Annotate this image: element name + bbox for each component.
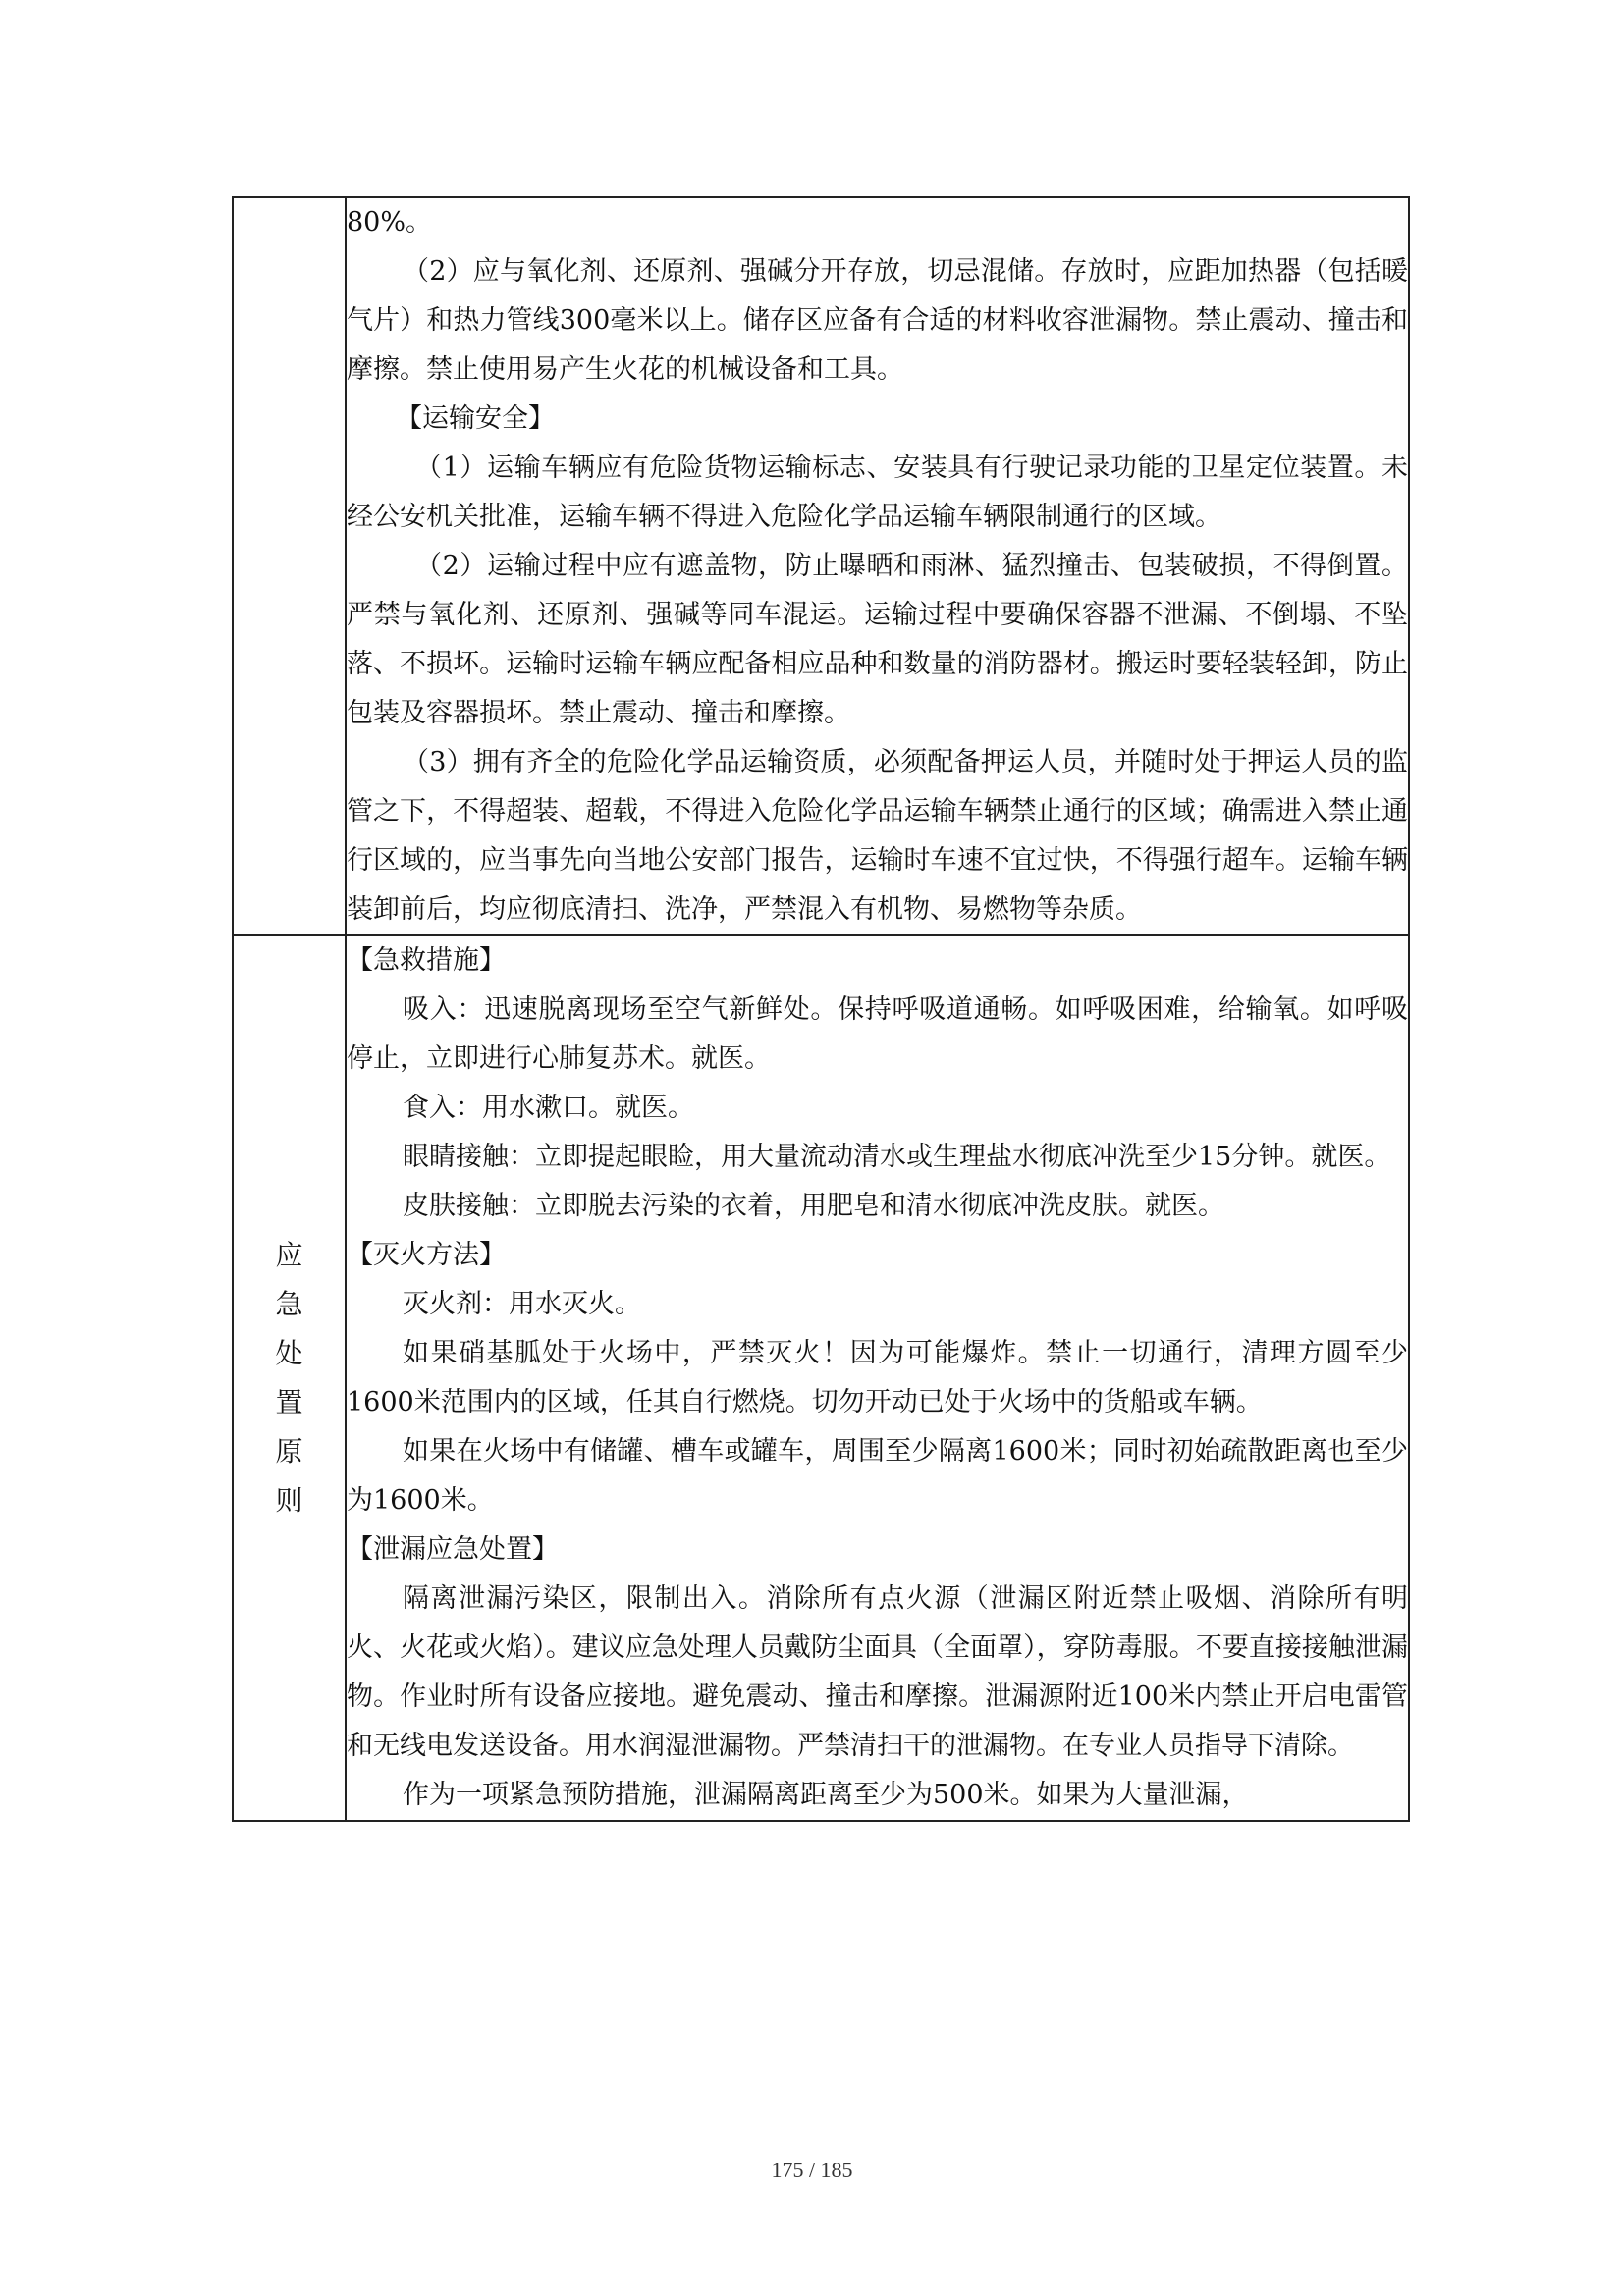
row-label-cell [233,935,346,1821]
section-heading: 【灭火方法】 [347,1240,506,1270]
section-heading: 【泄漏应急处置】 [347,1534,559,1565]
page-number: 175 / 185 [771,2158,853,2182]
paragraph: 食入：用水漱口。就医。 [403,1093,694,1123]
paragraph: 作为一项紧急预防措施，泄漏隔离距离至少为500米。如果为大量泄漏， [403,1780,1249,1810]
paragraph: 如果硝基胍处于火场中，严禁灭火！因为可能爆炸。禁止一切通行，清理方圆至少1600米范围内的区域，任其自行燃烧。切勿开动已处于火场中的货船或车辆。 [347,1338,1408,1417]
paragraph: （3）拥有齐全的危险化学品运输资质，必须配备押运人员，并随时处于押运人员的监管之下，不得超装、超载，不得进入危险化学品运输车辆禁止通行的区域；确需进入禁止通行区域的，应当事先向当地公安部门报告，运输时车速不宜过快，不得强行超车。运输车辆装卸前后，均应彻底清扫、洗净，严禁混入有机物、易燃物等杂质。 [347,747,1408,925]
paragraph: 皮肤接触：立即脱去污染的衣着，用肥皂和清水彻底冲洗皮肤。就医。 [403,1191,1224,1221]
paragraph: 80%。 [347,207,433,238]
row-content-cell [346,935,1409,1821]
paragraph: （2）应与氧化剂、还原剂、强碱分开存放，切忌混储。存放时，应距加热器（包括暖气片）和热力管线300毫米以上。储存区应备有合适的材料收容泄漏物。禁止震动、撞击和摩擦。禁止使用易产生火花的机械设备和工具。 [347,256,1408,385]
row-content-cell [346,197,1409,935]
paragraph: 隔离泄漏污染区，限制出入。消除所有点火源（泄漏区附近禁止吸烟、消除所有明火、火花或火焰）。建议应急处理人员戴防尘面具（全面罩），穿防毒服。不要直接接触泄漏物。作业时所有设备应接地。避免震动、撞击和摩擦。泄漏源附近100米内禁止开启电雷管和无线电发送设备。用水润湿泄漏物。严禁清扫干的泄漏物。在专业人员指导下清除。 [347,1583,1408,1761]
paragraph: 灭火剂：用水灭火。 [403,1289,641,1319]
msds-table [232,196,1410,1822]
table-row-storage-transport [233,197,1409,935]
paragraph: 吸入：迅速脱离现场至空气新鲜处。保持呼吸道通畅。如呼吸困难，给输氧。如呼吸停止，立即进行心肺复苏术。就医。 [347,994,1408,1074]
paragraph: 如果在火场中有储罐、槽车或罐车，周围至少隔离1600米；同时初始疏散距离也至少为1600米。 [347,1436,1408,1516]
paragraph: （2）运输过程中应有遮盖物，防止曝晒和雨淋、猛烈撞击、包装破损，不得倒置。严禁与氧化剂、还原剂、强碱等同车混运。运输过程中要确保容器不泄漏、不倒塌、不坠落、不损坏。运输时运输车辆应配备相应品种和数量的消防器材。搬运时要轻装轻卸，防止包装及容器损坏。禁止震动、撞击和摩擦。 [347,551,1408,728]
paragraph: 眼睛接触：立即提起眼睑，用大量流动清水或生理盐水彻底冲洗至少15分钟。就医。 [403,1142,1391,1172]
table-row-emergency [233,935,1409,1821]
section-heading: 【运输安全】 [396,403,555,434]
section-heading: 【急救措施】 [347,945,506,976]
row-label-cell [233,197,346,935]
paragraph: （1）运输车辆应有危险货物运输标志、安装具有行驶记录功能的卫星定位装置。未经公安机关批准，运输车辆不得进入危险化学品运输车辆限制通行的区域。 [347,453,1408,532]
emergency-principles-label: 应 急 处 置 原 则 [275,1239,303,1517]
